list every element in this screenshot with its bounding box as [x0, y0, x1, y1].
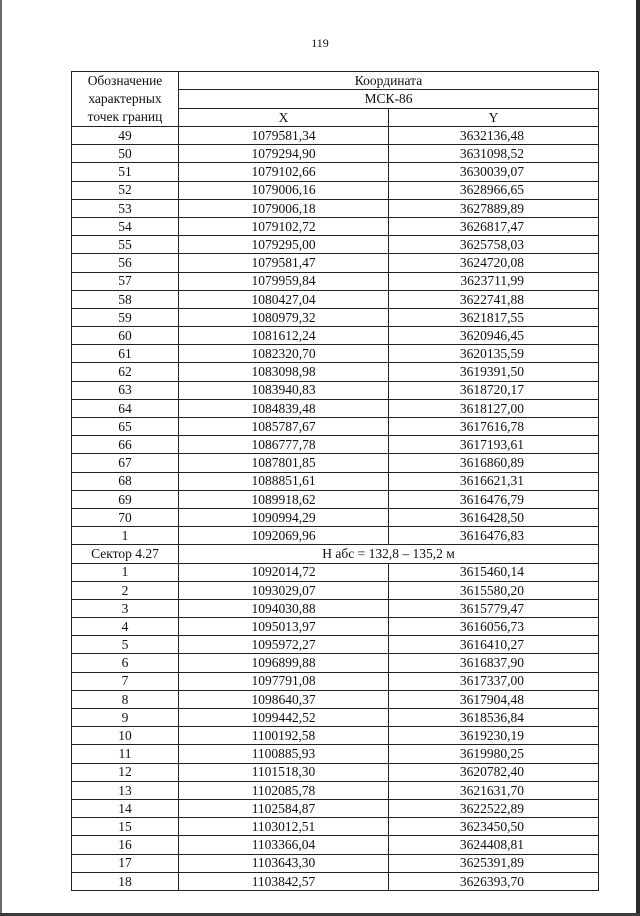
table-row: [72, 254, 599, 272]
table-row: [72, 872, 599, 890]
x-coordinate: 1079959,84: [179, 272, 389, 290]
x-coordinate: 1097791,08: [179, 672, 389, 690]
point-number: 5: [72, 636, 179, 654]
y-coordinate: 3617904,48: [389, 690, 599, 708]
x-coordinate: 1079294,90: [179, 145, 389, 163]
y-coordinate: 3620135,59: [389, 345, 599, 363]
x-coordinate: 1079581,47: [179, 254, 389, 272]
x-coordinate: 1090994,29: [179, 508, 389, 526]
x-coordinate: 1099442,52: [179, 709, 389, 727]
table-row: [72, 527, 599, 545]
y-coordinate: 3621631,70: [389, 781, 599, 799]
scan-edge-left: [0, 0, 2, 916]
y-coordinate: 3630039,07: [389, 163, 599, 181]
table-row: [72, 690, 599, 708]
coordinate-system-header: МСК-86: [179, 90, 599, 108]
y-coordinate: 3616476,83: [389, 527, 599, 545]
x-coordinate: 1096899,88: [179, 654, 389, 672]
y-coordinate: 3616428,50: [389, 508, 599, 526]
x-coordinate: 1079102,66: [179, 163, 389, 181]
x-coordinate: 1103643,30: [179, 854, 389, 872]
point-number: 64: [72, 399, 179, 417]
x-coordinate: 1082320,70: [179, 345, 389, 363]
y-coordinate: 3620782,40: [389, 763, 599, 781]
x-coordinate: 1086777,78: [179, 436, 389, 454]
x-coordinate: 1083940,83: [179, 381, 389, 399]
point-number: 63: [72, 381, 179, 399]
x-coordinate: 1095972,27: [179, 636, 389, 654]
point-number: 14: [72, 799, 179, 817]
y-coordinate: 3616860,89: [389, 454, 599, 472]
table-row: [72, 727, 599, 745]
y-column-header: Y: [389, 108, 599, 126]
table-row: [72, 181, 599, 199]
table-row: [72, 672, 599, 690]
y-coordinate: 3618127,00: [389, 399, 599, 417]
sector-label: Сектор 4.27: [72, 545, 179, 563]
y-coordinate: 3618536,84: [389, 709, 599, 727]
scan-edge-right: [636, 0, 640, 916]
y-coordinate: 3615460,14: [389, 563, 599, 581]
x-coordinate: 1079581,34: [179, 127, 389, 145]
table-row: [72, 709, 599, 727]
x-coordinate: 1079295,00: [179, 236, 389, 254]
point-number: 13: [72, 781, 179, 799]
page-number: 119: [311, 36, 329, 50]
point-number: 61: [72, 345, 179, 363]
point-number: 8: [72, 690, 179, 708]
point-number: 16: [72, 836, 179, 854]
y-coordinate: 3619980,25: [389, 745, 599, 763]
y-coordinate: 3623450,50: [389, 818, 599, 836]
y-coordinate: 3619230,19: [389, 727, 599, 745]
x-coordinate: 1102085,78: [179, 781, 389, 799]
point-number: 55: [72, 236, 179, 254]
x-coordinate: 1092069,96: [179, 527, 389, 545]
x-coordinate: 1080427,04: [179, 290, 389, 308]
point-number: 10: [72, 727, 179, 745]
table-row: [72, 145, 599, 163]
x-coordinate: 1083098,98: [179, 363, 389, 381]
table-row: [72, 763, 599, 781]
y-coordinate: 3622522,89: [389, 799, 599, 817]
point-number: 65: [72, 418, 179, 436]
points-designation-header: Обозначение характерных точек границ: [72, 72, 179, 127]
point-number: 49: [72, 127, 179, 145]
y-coordinate: 3626393,70: [389, 872, 599, 890]
point-number: 9: [72, 709, 179, 727]
y-coordinate: 3631098,52: [389, 145, 599, 163]
table-row: [72, 217, 599, 235]
point-number: 3: [72, 599, 179, 617]
table-row: [72, 745, 599, 763]
table-row: [72, 818, 599, 836]
table-row: [72, 399, 599, 417]
sector-height-range: Н абс = 132,8 – 135,2 м: [179, 545, 599, 563]
point-number: 69: [72, 490, 179, 508]
y-coordinate: 3622741,88: [389, 290, 599, 308]
y-coordinate: 3615580,20: [389, 581, 599, 599]
table-row: [72, 436, 599, 454]
table-row: [72, 581, 599, 599]
table-row: [72, 563, 599, 581]
y-coordinate: 3626817,47: [389, 217, 599, 235]
x-coordinate: 1100192,58: [179, 727, 389, 745]
table-row: [72, 854, 599, 872]
table-row: [72, 127, 599, 145]
y-coordinate: 3616410,27: [389, 636, 599, 654]
point-number: 62: [72, 363, 179, 381]
x-coordinate: 1084839,48: [179, 399, 389, 417]
point-number: 15: [72, 818, 179, 836]
point-number: 50: [72, 145, 179, 163]
table-row: [72, 327, 599, 345]
y-coordinate: 3621817,55: [389, 308, 599, 326]
table-row: [72, 781, 599, 799]
y-coordinate: 3618720,17: [389, 381, 599, 399]
x-coordinate: 1103366,04: [179, 836, 389, 854]
x-coordinate: 1102584,87: [179, 799, 389, 817]
x-column-header: X: [179, 108, 389, 126]
y-coordinate: 3632136,48: [389, 127, 599, 145]
y-coordinate: 3616056,73: [389, 618, 599, 636]
point-number: 68: [72, 472, 179, 490]
y-coordinate: 3623711,99: [389, 272, 599, 290]
point-number: 1: [72, 527, 179, 545]
point-number: 6: [72, 654, 179, 672]
table-row: [72, 290, 599, 308]
y-coordinate: 3625758,03: [389, 236, 599, 254]
x-coordinate: 1098640,37: [179, 690, 389, 708]
point-number: 54: [72, 217, 179, 235]
y-coordinate: 3628966,65: [389, 181, 599, 199]
table-row: [72, 454, 599, 472]
point-number: 60: [72, 327, 179, 345]
x-coordinate: 1079006,18: [179, 199, 389, 217]
y-coordinate: 3616837,90: [389, 654, 599, 672]
x-coordinate: 1088851,61: [179, 472, 389, 490]
point-number: 11: [72, 745, 179, 763]
point-number: 4: [72, 618, 179, 636]
y-coordinate: 3615779,47: [389, 599, 599, 617]
x-coordinate: 1093029,07: [179, 581, 389, 599]
x-coordinate: 1092014,72: [179, 563, 389, 581]
table-row: [72, 163, 599, 181]
y-coordinate: 3624408,81: [389, 836, 599, 854]
x-coordinate: 1085787,67: [179, 418, 389, 436]
x-coordinate: 1079102,72: [179, 217, 389, 235]
x-coordinate: 1089918,62: [179, 490, 389, 508]
x-coordinate: 1081612,24: [179, 327, 389, 345]
y-coordinate: 3616621,31: [389, 472, 599, 490]
point-number: 52: [72, 181, 179, 199]
y-coordinate: 3625391,89: [389, 854, 599, 872]
point-number: 53: [72, 199, 179, 217]
y-coordinate: 3619391,50: [389, 363, 599, 381]
point-number: 12: [72, 763, 179, 781]
x-coordinate: 1080979,32: [179, 308, 389, 326]
table-row: [72, 345, 599, 363]
point-number: 51: [72, 163, 179, 181]
coordinates-table: [71, 71, 599, 891]
point-number: 58: [72, 290, 179, 308]
x-coordinate: 1103012,51: [179, 818, 389, 836]
table-row: [72, 308, 599, 326]
table-row: [72, 618, 599, 636]
table-row: [72, 654, 599, 672]
y-coordinate: 3627889,89: [389, 199, 599, 217]
table-row: [72, 381, 599, 399]
point-number: 67: [72, 454, 179, 472]
x-coordinate: 1101518,30: [179, 763, 389, 781]
table-row: [72, 636, 599, 654]
point-number: 70: [72, 508, 179, 526]
table-row: [72, 599, 599, 617]
table-row: [72, 472, 599, 490]
table-row: [72, 236, 599, 254]
point-number: 56: [72, 254, 179, 272]
point-number: 2: [72, 581, 179, 599]
table-row: [72, 799, 599, 817]
y-coordinate: 3617337,00: [389, 672, 599, 690]
x-coordinate: 1095013,97: [179, 618, 389, 636]
x-coordinate: 1103842,57: [179, 872, 389, 890]
point-number: 18: [72, 872, 179, 890]
x-coordinate: 1094030,88: [179, 599, 389, 617]
y-coordinate: 3620946,45: [389, 327, 599, 345]
coordinate-header: Координата: [179, 72, 599, 90]
table-header-row: [72, 72, 599, 90]
sector-row: [72, 545, 599, 563]
table-row: [72, 418, 599, 436]
point-number: 57: [72, 272, 179, 290]
table-row: [72, 490, 599, 508]
y-coordinate: 3624720,08: [389, 254, 599, 272]
table-row: [72, 363, 599, 381]
point-number: 66: [72, 436, 179, 454]
point-number: 1: [72, 563, 179, 581]
x-coordinate: 1100885,93: [179, 745, 389, 763]
y-coordinate: 3617616,78: [389, 418, 599, 436]
x-coordinate: 1087801,85: [179, 454, 389, 472]
table-row: [72, 199, 599, 217]
table-row: [72, 272, 599, 290]
table-row: [72, 508, 599, 526]
y-coordinate: 3617193,61: [389, 436, 599, 454]
point-number: 7: [72, 672, 179, 690]
y-coordinate: 3616476,79: [389, 490, 599, 508]
table-row: [72, 836, 599, 854]
point-number: 59: [72, 308, 179, 326]
point-number: 17: [72, 854, 179, 872]
x-coordinate: 1079006,16: [179, 181, 389, 199]
